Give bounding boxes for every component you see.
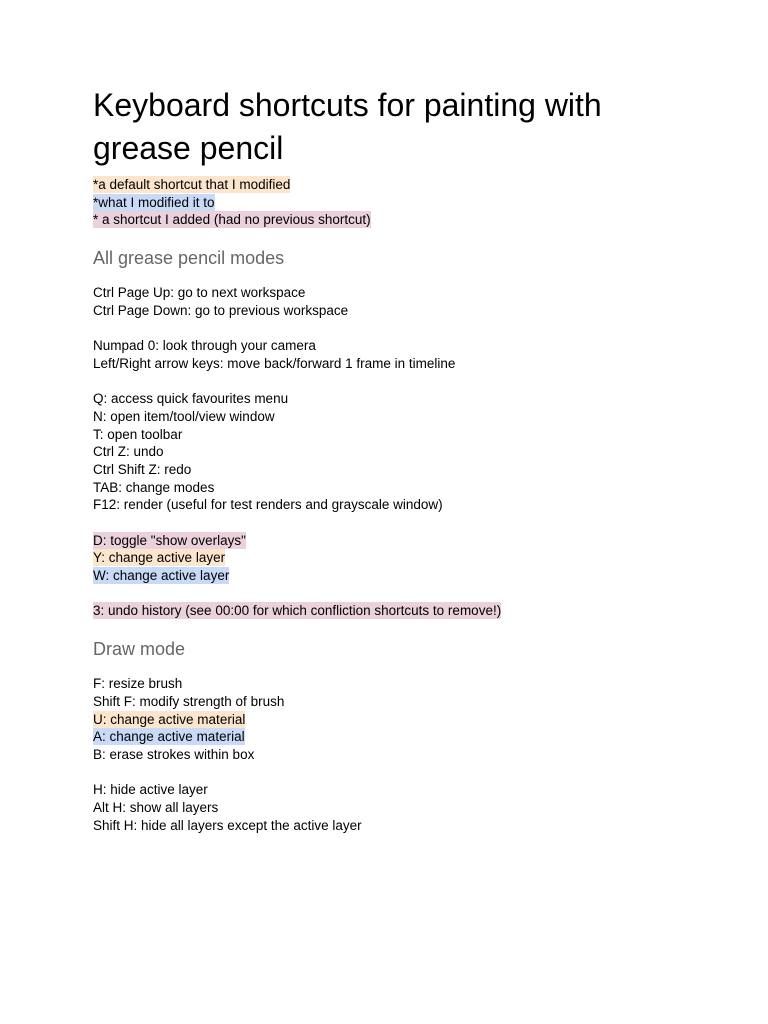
group-spacer xyxy=(93,585,693,603)
shortcut-text: H: hide active layer xyxy=(93,782,208,798)
shortcut-text: U: change active material xyxy=(93,711,246,727)
shortcut-text: A: change active material xyxy=(93,729,245,745)
shortcut-line xyxy=(93,479,693,497)
shortcut-line xyxy=(93,728,693,746)
legend-modified-default xyxy=(93,176,693,194)
shortcut-line xyxy=(93,408,693,426)
shortcut-line xyxy=(93,817,693,835)
shortcut-line xyxy=(93,337,693,355)
shortcut-line xyxy=(93,390,693,408)
legend-added xyxy=(93,211,693,229)
shortcut-text: TAB: change modes xyxy=(93,479,215,495)
shortcut-text: T: open toolbar xyxy=(93,426,183,442)
shortcut-text: Shift H: hide all layers except the active layer xyxy=(93,817,362,833)
shortcut-line xyxy=(93,532,693,550)
shortcut-line xyxy=(93,549,693,567)
shortcut-text: D: toggle "show overlays" xyxy=(93,532,246,548)
shortcut-text: 3: undo history (see 00:00 for which confliction shortcuts to remove!) xyxy=(93,603,502,619)
shortcut-line xyxy=(93,443,693,461)
shortcut-line xyxy=(93,799,693,817)
group-spacer xyxy=(93,373,693,391)
shortcut-line xyxy=(93,746,693,764)
shortcut-line xyxy=(93,496,693,514)
shortcut-line xyxy=(93,426,693,444)
legend-modified-to-text: *what I modified it to xyxy=(93,194,215,210)
shortcut-text: F: resize brush xyxy=(93,676,183,692)
shortcut-text: N: open item/tool/view window xyxy=(93,408,275,424)
shortcut-line xyxy=(93,675,693,693)
legend-added-text: * a shortcut I added (had no previous shortcut) xyxy=(93,212,371,228)
shortcut-text: Alt H: show all layers xyxy=(93,799,219,815)
group-spacer xyxy=(93,319,693,337)
shortcut-text: B: erase strokes within box xyxy=(93,746,255,762)
shortcut-line xyxy=(93,284,693,302)
shortcut-text: Q: access quick favourites menu xyxy=(93,391,289,407)
shortcut-line xyxy=(93,781,693,799)
group-spacer xyxy=(93,514,693,532)
shortcut-text: F12: render (useful for test renders and grayscale window) xyxy=(93,497,443,513)
shortcut-text: Numpad 0: look through your camera xyxy=(93,338,316,354)
section-heading: All grease pencil modes xyxy=(93,248,285,269)
shortcut-text: Ctrl Shift Z: redo xyxy=(93,461,192,477)
legend-modified-default-text: *a default shortcut that I modified xyxy=(93,177,291,192)
shortcut-line xyxy=(93,461,693,479)
color-legend xyxy=(93,176,693,229)
legend-modified-to xyxy=(93,194,693,212)
page-title: Keyboard shortcuts for painting with grease pencil xyxy=(93,87,602,166)
shortcut-text: Ctrl Z: undo xyxy=(93,444,164,460)
section-heading: Draw mode xyxy=(93,639,186,660)
shortcut-line xyxy=(93,693,693,711)
group-spacer xyxy=(93,764,693,782)
shortcut-sections xyxy=(93,246,693,834)
document-page xyxy=(93,84,693,834)
shortcut-line xyxy=(93,567,693,585)
shortcut-text: Y: change active layer xyxy=(93,550,226,566)
shortcut-text: W: change active layer xyxy=(93,568,230,584)
shortcut-line xyxy=(93,355,693,373)
shortcut-text: Ctrl Page Down: go to previous workspace xyxy=(93,302,349,318)
shortcut-text: Shift F: modify strength of brush xyxy=(93,693,285,709)
shortcut-line xyxy=(93,602,693,620)
shortcut-text: Left/Right arrow keys: move back/forward 1 frame in timeline xyxy=(93,355,456,371)
shortcut-line xyxy=(93,711,693,729)
shortcut-line xyxy=(93,302,693,320)
shortcut-text: Ctrl Page Up: go to next workspace xyxy=(93,285,306,301)
